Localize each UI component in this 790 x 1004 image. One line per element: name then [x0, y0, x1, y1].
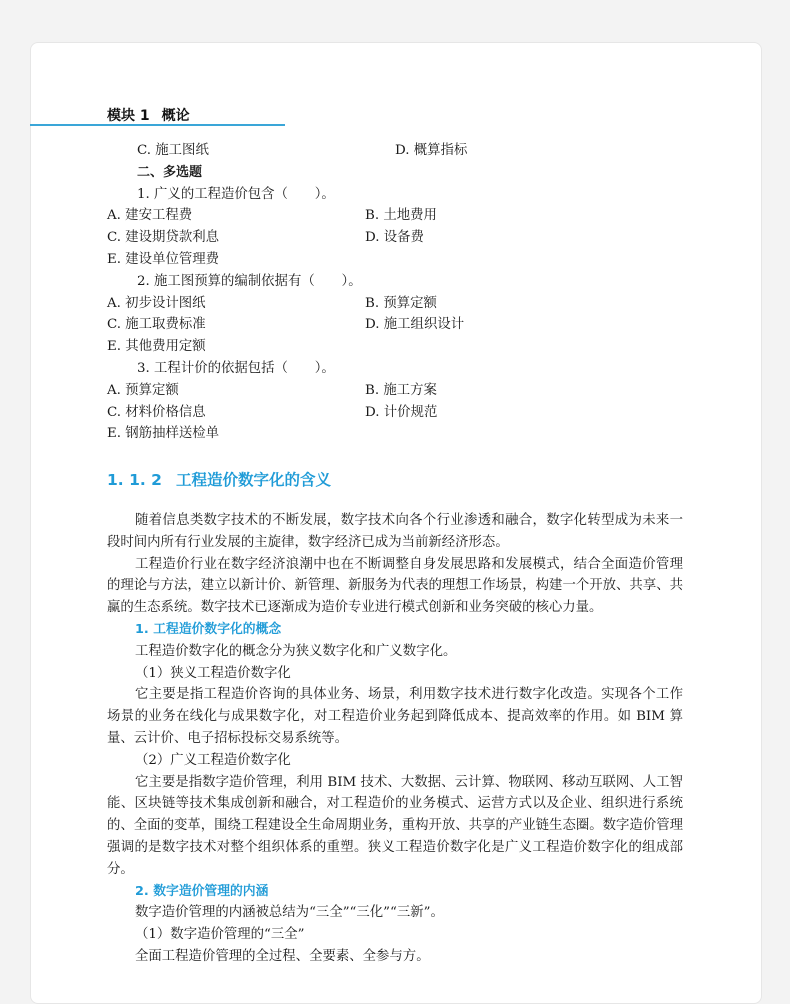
list-heading: （1）狭义工程造价数字化 — [135, 665, 291, 681]
option-row — [107, 227, 682, 249]
option: E. 钢筋抽样送检单 — [107, 426, 220, 442]
module-title: 概论 — [161, 108, 190, 124]
option: E. 其他费用定额 — [107, 339, 206, 355]
section-title: 工程造价数字化的含义 — [175, 471, 331, 489]
body-text — [107, 510, 683, 968]
option: C. 材料价格信息 — [107, 404, 206, 420]
option: B. 土地费用 — [365, 208, 437, 224]
option: C. 施工取费标准 — [107, 317, 206, 333]
option: C. 施工图纸 — [137, 143, 209, 158]
option-row — [107, 423, 682, 445]
list-heading: （2）广义工程造价数字化 — [135, 752, 291, 768]
option: D. 施工组织设计 — [365, 317, 465, 333]
paragraph: 工程造价行业在数字经济浪潮中也在不断调整自身发展思路和发展模式，结合全面造价管理的理论与方法，建立以新计价、新管理、新服务为代表的理想工作场景，构建一个开放、共享、共赢的生态系统。数字技术已逐渐成为造价专业进行模式创新和业务突破的核心力量。 — [107, 556, 683, 616]
option-row — [107, 380, 682, 402]
option: B. 预算定额 — [365, 295, 437, 311]
option: A. 初步设计图纸 — [107, 295, 206, 311]
option: B. 施工方案 — [365, 382, 437, 398]
paragraph: 它主要是指工程造价咨询的具体业务、场景，利用数字技术进行数字化改造。实现各个工作场景的业务在线化与成果数字化，对工程造价业务起到降低成本、提高效率的作用。如 BIM 算量、云计价、电子招标投标交易系统等。 — [107, 687, 683, 746]
paragraph: 它主要是指数字造价管理，利用 BIM 技术、大数据、云计算、物联网、移动互联网、人工智能、区块链等技术集成创新和融合，对工程造价的业务模式、运营方式以及企业、组织进行系统的、全面的变革，围绕工程建设全生命周期业务，重构开放、共享的产业链生态圈。数字造价管理强调的是数字技术对整个组织体系的重塑。狭义工程造价数字化是广义工程造价数字化的组成部分。 — [107, 774, 683, 877]
paragraph: 全面工程造价管理的全过程、全要素、全参与方。 — [135, 948, 430, 964]
question-stem: 1. 广义的工程造价包含（ ）。 — [137, 186, 335, 202]
header-rule — [30, 124, 285, 126]
list-heading: （1）数字造价管理的“三全” — [135, 927, 305, 943]
subheading: 1. 工程造价数字化的概念 — [135, 621, 282, 637]
module-label: 模块 1 — [107, 108, 150, 124]
exercise-block — [107, 140, 682, 445]
option-row — [107, 249, 682, 271]
paragraph: 随着信息类数字技术的不断发展，数字技术向各个行业渗透和融合，数字化转型成为未来一段时间内所有行业发展的主旋律，数字经济已成为当前新经济形态。 — [107, 513, 683, 550]
option: D. 概算指标 — [395, 143, 468, 158]
option: C. 建设期贷款利息 — [107, 230, 220, 246]
subheading: 2. 数字造价管理的内涵 — [135, 883, 269, 899]
running-head — [107, 105, 190, 125]
option: E. 建设单位管理费 — [107, 251, 220, 267]
option: D. 计价规范 — [365, 404, 438, 420]
option-row — [107, 205, 682, 227]
question-stem: 3. 工程计价的依据包括（ ）。 — [137, 360, 335, 376]
option: D. 设备费 — [365, 230, 424, 246]
option-row — [107, 336, 682, 358]
section-number: 1. 1. 2 — [107, 471, 162, 489]
section-heading — [107, 468, 331, 490]
option: A. 建安工程费 — [107, 208, 193, 224]
paragraph: 数字造价管理的内涵被总结为“三全”“三化”“三新”。 — [135, 905, 444, 921]
paragraph: 工程造价数字化的概念分为狭义数字化和广义数字化。 — [135, 643, 457, 659]
option-row — [107, 402, 682, 424]
option-row — [107, 314, 682, 336]
option: A. 预算定额 — [107, 382, 179, 398]
question-stem: 2. 施工图预算的编制依据有（ ）。 — [137, 273, 362, 289]
option-row — [107, 140, 682, 162]
option-row — [107, 293, 682, 315]
multi-choice-heading: 二、多选题 — [137, 164, 203, 180]
